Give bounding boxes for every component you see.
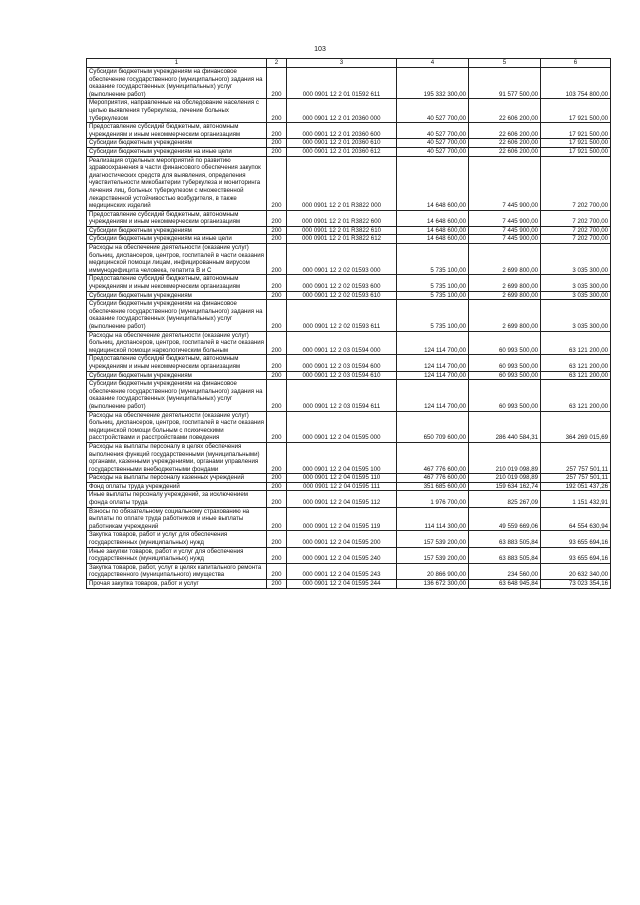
table-row	[87, 139, 611, 148]
row-code: 200	[267, 291, 287, 300]
row-value-col6: 7 202 700,00	[541, 235, 611, 244]
table-row	[87, 235, 611, 244]
row-kbk: 000 0901 12 2 01 R3822 612	[287, 235, 397, 244]
column-header: 5	[469, 59, 541, 68]
table-row	[87, 244, 611, 275]
row-value-col6: 3 035 300,00	[541, 300, 611, 331]
row-value-col4: 124 114 700,00	[397, 380, 469, 411]
row-kbk: 000 0901 12 2 01 20360 612	[287, 147, 397, 156]
row-code: 200	[267, 371, 287, 380]
row-value-col6: 1 151 432,91	[541, 491, 611, 507]
row-code: 200	[267, 123, 287, 139]
row-kbk: 000 0901 12 2 01 20360 000	[287, 99, 397, 123]
row-value-col6: 7 202 700,00	[541, 210, 611, 226]
row-value-col6: 73 023 354,16	[541, 580, 611, 589]
row-value-col4: 40 527 700,00	[397, 147, 469, 156]
row-code: 200	[267, 139, 287, 148]
row-code: 200	[267, 99, 287, 123]
table-row	[87, 507, 611, 531]
row-value-col5: 49 559 669,06	[469, 507, 541, 531]
column-header: 4	[397, 59, 469, 68]
table-row	[87, 275, 611, 291]
row-value-col5: 60 993 500,00	[469, 331, 541, 355]
row-value-col4: 124 114 700,00	[397, 371, 469, 380]
row-value-col4: 136 672 300,00	[397, 580, 469, 589]
row-name: Иные закупки товаров, работ и услуг для обеспечения государственных (муниципальных) нужд	[87, 547, 267, 563]
row-kbk: 000 0901 12 2 02 01593 000	[287, 244, 397, 275]
row-code: 200	[267, 244, 287, 275]
row-name: Субсидии бюджетным учреждениям	[87, 291, 267, 300]
table-row	[87, 331, 611, 355]
row-code: 200	[267, 563, 287, 579]
row-kbk: 000 0901 12 2 03 01594 610	[287, 371, 397, 380]
row-code: 200	[267, 507, 287, 531]
row-value-col5: 22 606 200,00	[469, 139, 541, 148]
table-row	[87, 99, 611, 123]
row-name: Субсидии бюджетным учреждениям	[87, 226, 267, 235]
row-code: 200	[267, 210, 287, 226]
row-code: 200	[267, 474, 287, 483]
row-code: 200	[267, 331, 287, 355]
table-row	[87, 380, 611, 411]
row-value-col6: 17 921 500,00	[541, 147, 611, 156]
row-kbk: 000 0901 12 2 03 01594 600	[287, 355, 397, 371]
table-row	[87, 442, 611, 473]
row-code: 200	[267, 482, 287, 491]
row-value-col5: 159 634 162,74	[469, 482, 541, 491]
row-name: Субсидии бюджетным учреждениям на финансовое обеспечение государственного (муниципального) задания на оказание государственных (муниципальных) услуг (выполнение работ)	[87, 300, 267, 331]
row-value-col6: 3 035 300,00	[541, 291, 611, 300]
row-value-col4: 14 648 600,00	[397, 156, 469, 210]
row-value-col4: 14 648 600,00	[397, 226, 469, 235]
row-name: Расходы на выплаты персоналу в целях обеспечения выполнения функций государственными (муниципальными) органами, казенными учреждениями, органами управления государственными внебюджетными фондами	[87, 442, 267, 473]
row-kbk: 000 0901 12 2 03 01594 000	[287, 331, 397, 355]
row-value-col4: 5 735 100,00	[397, 291, 469, 300]
table-row	[87, 371, 611, 380]
row-name: Иные выплаты персоналу учреждений, за исключением фонда оплаты труда	[87, 491, 267, 507]
row-kbk: 000 0901 12 2 03 01594 611	[287, 380, 397, 411]
row-kbk: 000 0901 12 2 01 20360 600	[287, 123, 397, 139]
table-row	[87, 68, 611, 99]
row-kbk: 000 0901 12 2 01 20360 610	[287, 139, 397, 148]
row-value-col4: 114 114 300,00	[397, 507, 469, 531]
row-kbk: 000 0901 12 2 04 01595 240	[287, 547, 397, 563]
row-value-col4: 14 648 600,00	[397, 210, 469, 226]
column-header: 2	[267, 59, 287, 68]
row-value-col5: 60 993 500,00	[469, 380, 541, 411]
row-value-col4: 40 527 700,00	[397, 123, 469, 139]
row-value-col4: 20 866 900,00	[397, 563, 469, 579]
row-value-col5: 7 445 900,00	[469, 156, 541, 210]
row-value-col6: 17 921 500,00	[541, 123, 611, 139]
row-value-col4: 1 976 700,00	[397, 491, 469, 507]
row-value-col6: 63 121 200,00	[541, 380, 611, 411]
row-kbk: 000 0901 12 2 01 R3822 000	[287, 156, 397, 210]
row-name: Расходы на обеспечение деятельности (оказание услуг) больниц, диспансеров, центров, госпиталей в части оказания медицинской помощи лицам, инфицированным вирусом иммунодефицита человека, гепатита В и С	[87, 244, 267, 275]
row-code: 200	[267, 411, 287, 442]
row-kbk: 000 0901 12 2 04 01595 110	[287, 474, 397, 483]
row-kbk: 000 0901 12 2 04 01595 244	[287, 580, 397, 589]
row-name: Предоставление субсидий бюджетным, автономным учреждениям и иным некоммерческим организациям	[87, 123, 267, 139]
row-value-col6: 20 632 340,00	[541, 563, 611, 579]
row-value-col6: 103 754 800,00	[541, 68, 611, 99]
row-kbk: 000 0901 12 2 02 01593 600	[287, 275, 397, 291]
table-row	[87, 547, 611, 563]
table-row	[87, 580, 611, 589]
column-header: 1	[87, 59, 267, 68]
row-value-col4: 124 114 700,00	[397, 355, 469, 371]
table-row	[87, 147, 611, 156]
row-code: 200	[267, 580, 287, 589]
header-row	[87, 59, 611, 68]
row-name: Субсидии бюджетным учреждениям на финансовое обеспечение государственного (муниципального) задания на оказание государственных (муниципальных) услуг (выполнение работ)	[87, 380, 267, 411]
row-name: Субсидии бюджетным учреждениям на иные цели	[87, 147, 267, 156]
row-value-col6: 3 035 300,00	[541, 244, 611, 275]
row-value-col6: 3 035 300,00	[541, 275, 611, 291]
row-kbk: 000 0901 12 2 04 01595 243	[287, 563, 397, 579]
row-value-col6: 63 121 200,00	[541, 331, 611, 355]
row-value-col5: 2 699 800,00	[469, 244, 541, 275]
row-name: Предоставление субсидий бюджетным, автономным учреждениям и иным некоммерческим организациям	[87, 210, 267, 226]
row-kbk: 000 0901 12 2 02 01593 611	[287, 300, 397, 331]
row-value-col4: 124 114 700,00	[397, 331, 469, 355]
row-name: Субсидии бюджетным учреждениям на иные цели	[87, 235, 267, 244]
row-value-col4: 650 709 600,00	[397, 411, 469, 442]
row-value-col5: 22 606 200,00	[469, 147, 541, 156]
column-header: 3	[287, 59, 397, 68]
row-value-col5: 91 577 500,00	[469, 68, 541, 99]
row-value-col5: 2 699 800,00	[469, 291, 541, 300]
row-name: Предоставление субсидий бюджетным, автономным учреждениям и иным некоммерческим организациям	[87, 275, 267, 291]
table-row	[87, 491, 611, 507]
row-value-col5: 60 993 500,00	[469, 371, 541, 380]
row-value-col6: 7 202 700,00	[541, 156, 611, 210]
row-name: Закупка товаров, работ, услуг в целях капитального ремонта государственного (муниципального) имущества	[87, 563, 267, 579]
row-kbk: 000 0901 12 2 04 01595 200	[287, 531, 397, 547]
row-value-col5: 63 648 945,84	[469, 580, 541, 589]
row-kbk: 000 0901 12 2 04 01595 000	[287, 411, 397, 442]
row-value-col4: 351 685 600,00	[397, 482, 469, 491]
row-name: Закупка товаров, работ и услуг для обеспечения государственных (муниципальных) нужд	[87, 531, 267, 547]
row-value-col5: 7 445 900,00	[469, 210, 541, 226]
row-kbk: 000 0901 12 2 02 01593 610	[287, 291, 397, 300]
row-value-col6: 63 121 200,00	[541, 371, 611, 380]
row-code: 200	[267, 147, 287, 156]
row-value-col6: 93 655 694,16	[541, 531, 611, 547]
row-name: Фонд оплаты труда учреждений	[87, 482, 267, 491]
row-name: Субсидии бюджетным учреждениям на финансовое обеспечение государственного (муниципального) задания на оказание государственных (муниципальных) услуг (выполнение работ)	[87, 68, 267, 99]
row-code: 200	[267, 491, 287, 507]
table-row	[87, 210, 611, 226]
row-value-col5: 22 606 200,00	[469, 99, 541, 123]
row-value-col4: 5 735 100,00	[397, 300, 469, 331]
column-header: 6	[541, 59, 611, 68]
row-value-col6: 17 921 500,00	[541, 99, 611, 123]
row-value-col5: 63 883 505,84	[469, 547, 541, 563]
row-value-col4: 195 332 300,00	[397, 68, 469, 99]
row-value-col4: 467 776 600,00	[397, 442, 469, 473]
row-value-col5: 2 699 800,00	[469, 300, 541, 331]
row-value-col4: 5 735 100,00	[397, 275, 469, 291]
row-code: 200	[267, 300, 287, 331]
row-value-col6: 17 921 500,00	[541, 139, 611, 148]
row-value-col5: 60 993 500,00	[469, 355, 541, 371]
row-code: 200	[267, 547, 287, 563]
row-name: Субсидии бюджетным учреждениям	[87, 371, 267, 380]
row-value-col6: 63 121 200,00	[541, 355, 611, 371]
row-kbk: 000 0901 12 2 04 01595 100	[287, 442, 397, 473]
row-value-col4: 40 527 700,00	[397, 139, 469, 148]
row-code: 200	[267, 380, 287, 411]
row-kbk: 000 0901 12 2 04 01595 119	[287, 507, 397, 531]
row-code: 200	[267, 156, 287, 210]
table-row	[87, 123, 611, 139]
row-value-col5: 825 267,09	[469, 491, 541, 507]
row-value-col4: 5 735 100,00	[397, 244, 469, 275]
row-value-col5: 2 699 800,00	[469, 275, 541, 291]
row-value-col6: 93 655 694,16	[541, 547, 611, 563]
row-value-col6: 192 051 437,26	[541, 482, 611, 491]
row-value-col6: 257 757 501,11	[541, 474, 611, 483]
row-name: Расходы на обеспечение деятельности (оказание услуг) больниц, диспансеров, центров, госпиталей в части оказания медицинской помощи наркологическим больным	[87, 331, 267, 355]
row-kbk: 000 0901 12 2 04 01595 112	[287, 491, 397, 507]
table-row	[87, 563, 611, 579]
row-value-col5: 286 440 584,31	[469, 411, 541, 442]
row-kbk: 000 0901 12 2 04 01595 111	[287, 482, 397, 491]
table-row	[87, 156, 611, 210]
table-row	[87, 300, 611, 331]
row-name: Реализация отдельных мероприятий по развитию здравоохранения в части финансового обеспечения закупок диагностических средств для выявления, определения чувствительности микобактерии туберкулеза и мониторинга лечения лиц, больных туберкулезом с множественной лекарственной устойчивостью возбудителя, в также медицинских изделий	[87, 156, 267, 210]
row-code: 200	[267, 275, 287, 291]
row-code: 200	[267, 226, 287, 235]
row-code: 200	[267, 355, 287, 371]
row-value-col6: 64 554 630,94	[541, 507, 611, 531]
table-row	[87, 291, 611, 300]
table-row	[87, 482, 611, 491]
row-kbk: 000 0901 12 2 01 R3822 600	[287, 210, 397, 226]
row-value-col5: 210 019 098,89	[469, 474, 541, 483]
table-row	[87, 411, 611, 442]
row-name: Взносы по обязательному социальному страхованию на выплаты по оплате труда работников и иные выплаты работникам учреждений	[87, 507, 267, 531]
table-row	[87, 531, 611, 547]
row-value-col6: 364 269 015,69	[541, 411, 611, 442]
row-value-col6: 7 202 700,00	[541, 226, 611, 235]
table-row	[87, 355, 611, 371]
row-name: Прочая закупка товаров, работ и услуг	[87, 580, 267, 589]
table-row	[87, 226, 611, 235]
row-value-col5: 63 883 505,84	[469, 531, 541, 547]
row-value-col4: 40 527 700,00	[397, 99, 469, 123]
row-value-col4: 14 648 600,00	[397, 235, 469, 244]
row-value-col5: 234 560,00	[469, 563, 541, 579]
row-code: 200	[267, 68, 287, 99]
row-name: Расходы на обеспечение деятельности (оказание услуг) больниц, диспансеров, центров, госпиталей в части оказания медицинской помощи больным с психическими расстройствами и расстройствами поведения	[87, 411, 267, 442]
row-name: Предоставление субсидий бюджетным, автономным учреждениям и иным некоммерческим организациям	[87, 355, 267, 371]
row-kbk: 000 0901 12 2 01 01592 611	[287, 68, 397, 99]
row-name: Расходы на выплаты персоналу казенных учреждений	[87, 474, 267, 483]
row-name: Мероприятия, направленные на обследование населения с целью выявления туберкулеза, лечение больных туберкулезом	[87, 99, 267, 123]
budget-table	[86, 58, 611, 589]
row-code: 200	[267, 442, 287, 473]
row-value-col5: 210 019 098,89	[469, 442, 541, 473]
row-code: 200	[267, 531, 287, 547]
row-value-col5: 22 606 200,00	[469, 123, 541, 139]
row-name: Субсидии бюджетным учреждениям	[87, 139, 267, 148]
row-kbk: 000 0901 12 2 01 R3822 610	[287, 226, 397, 235]
row-value-col5: 7 445 900,00	[469, 235, 541, 244]
row-value-col4: 157 539 200,00	[397, 531, 469, 547]
row-code: 200	[267, 235, 287, 244]
page-number: 103	[314, 46, 326, 53]
row-value-col4: 467 776 600,00	[397, 474, 469, 483]
table-row	[87, 474, 611, 483]
row-value-col4: 157 539 200,00	[397, 547, 469, 563]
row-value-col5: 7 445 900,00	[469, 226, 541, 235]
row-value-col6: 257 757 501,11	[541, 442, 611, 473]
